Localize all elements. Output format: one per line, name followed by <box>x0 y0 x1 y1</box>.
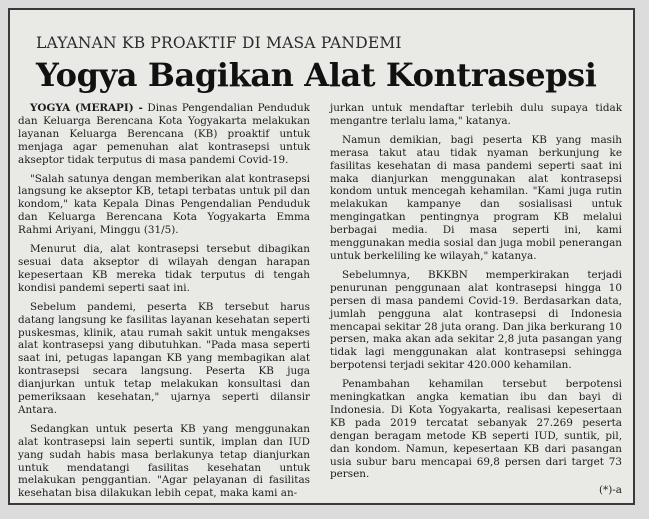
article-header <box>36 34 624 94</box>
dateline: YOGYA (MERAPI) - <box>30 102 143 114</box>
paragraph: Sedangkan untuk peserta KB yang menggunakan alat kontrasepsi lain seperti suntik, implan dan IUD yang sudah habis masa berlakunya tetap dianjurkan untuk mendatangi fasilitas kesehatan untuk melakukan penggantian. "Agar pelayanan di fasilitas kesehatan bisa dilakukan lebih cepat, maka kami an- <box>18 422 310 500</box>
paragraph: Namun demikian, bagi peserta KB yang masih merasa takut atau tidak nyaman berkunjung ke fasilitas kesehatan di masa pandemi seperti saat ini maka dianjurkan menggunakan alat kontrasepsi kondom untuk mencegah kehamilan. "Kami juga rutin melakukan kampanye dan sosialisasi untuk mengingatkan pentingnya program KB melalui berbagai media. Di masa seperti ini, kami menggunakan media sosial dan juga mobil penerangan untuk berkeliling ke wilayah," katanya. <box>330 133 622 262</box>
paragraph: "Salah satunya dengan memberikan alat kontrasepsi langsung ke akseptor KB, tetapi terbatas untuk pil dan kondom," kata Kepala Dinas Pengendalian Penduduk dan Keluarga Berencana Kota Yogyakarta Emma Rahmi Ariyani, Minggu (31/5). <box>18 172 310 237</box>
article-column-left <box>18 102 310 505</box>
paragraph: jurkan untuk mendaftar terlebih dulu supaya tidak mengantre terlalu lama," katanya. <box>330 102 622 127</box>
article-column-right <box>330 102 622 497</box>
article-kicker: LAYANAN KB PROAKTIF DI MASA PANDEMI <box>36 34 402 52</box>
author-signoff: (*)-a <box>598 484 622 497</box>
article-headline: Yogya Bagikan Alat Kontrasepsi <box>36 56 597 94</box>
newspaper-clipping <box>8 8 635 505</box>
paragraph: Penambahan kehamilan tersebut berpotensi meningkatkan angka kematian ibu dan bayi di Indonesia. Di Kota Yogyakarta, realisasi kepesertaan KB pada 2019 tercatat sebanyak 27.269 peserta dengan beragam metode KB seperti IUD, suntik, pil, dan kondom. Namun, kepesertaan KB dari pasangan usia subur baru mencapai 69,8 persen dari target 73 persen. <box>330 378 622 481</box>
paragraph: Menurut dia, alat kontrasepsi tersebut dibagikan sesuai data akseptor di wilayah dengan harapan kepesertaan KB mereka tidak terputus di tengah kondisi pandemi seperti saat ini. <box>18 243 310 294</box>
paragraph: Sebelum pandemi, peserta KB tersebut harus datang langsung ke fasilitas layanan kesehatan seperti puskesmas, klinik, atau rumah sakit untuk mengakses alat kontrasepsi yang dibutuhkan. "Pada masa seperti saat ini, petugas lapangan KB yang membagikan alat kontrasepsi secara langsung. Peserta KB juga dianjurkan untuk tetap melakukan konsultasi dan pemeriksaan kesehatan," ujarnya seperti dilansir Antara. <box>18 300 310 416</box>
paragraph: Sebelumnya, BKKBN memperkirakan terjadi penurunan penggunaan alat kontrasepsi hingga 10 persen di masa pandemi Covid-19. Berdasarkan data, jumlah pengguna alat kontrasepsi di Indonesia mencapai sekitar 28 juta orang. Dan jika berkurang 10 persen, maka akan ada sekitar 2,8 juta pasangan yang tidak lagi menggunakan alat kontrasepsi sehingga berpotensi terjadi sekitar 420.000 kehamilan. <box>330 268 622 372</box>
paragraph <box>18 102 310 167</box>
article-body <box>18 102 622 502</box>
paragraph-text: Dinas Pengendalian Penduduk dan Keluarga Berencana Kota Yogyakarta melakukan layanan Keluarga Berencana (KB) proaktif untuk menjaga agar pemenuhan alat kontrasepsi untuk akseptor tidak terputus di masa pandemi Covid-19. <box>18 102 310 166</box>
